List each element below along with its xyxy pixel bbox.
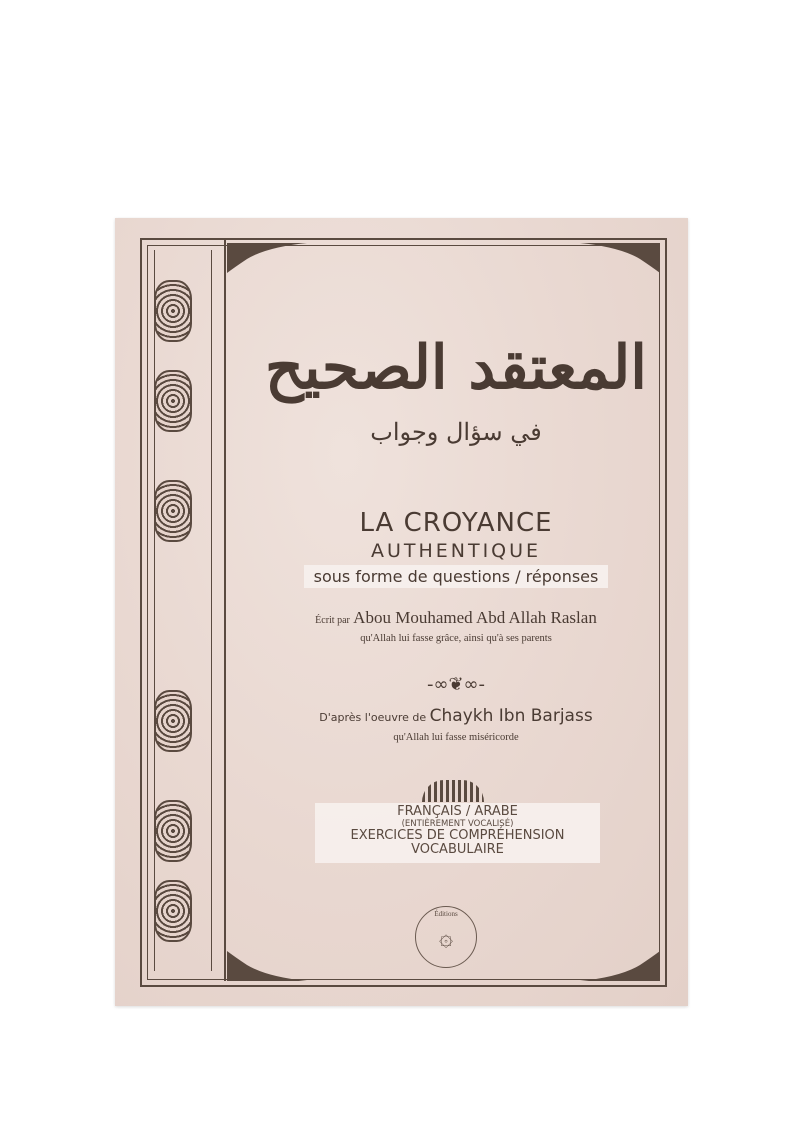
- corner-ornament: [227, 951, 307, 981]
- arabesque-medallion: [154, 690, 192, 752]
- subtitle: sous forme de questions / réponses: [304, 565, 609, 588]
- corner-ornament: [580, 243, 660, 273]
- corner-ornament: [227, 243, 307, 273]
- feature-vocabulary: VOCABULAIRE: [411, 842, 504, 857]
- arabesque-medallion: [154, 880, 192, 942]
- corner-ornament: [580, 951, 660, 981]
- author-prefix: Écrit par: [315, 615, 350, 626]
- divider-ornament-icon: -∞❦∞-: [426, 674, 486, 695]
- arabesque-medallion: [154, 800, 192, 862]
- based-on-prefix: D'après l'oeuvre de: [319, 711, 427, 724]
- features-box: [315, 803, 600, 863]
- based-on-author: Chaykh Ibn Barjass: [429, 706, 593, 726]
- arabic-subtitle: في سؤال وجواب: [370, 418, 542, 446]
- publisher-logo-text: Éditions: [434, 910, 458, 918]
- arabic-title: المعتقد الصحيح: [265, 333, 647, 403]
- ornamental-column: [142, 240, 226, 981]
- book-cover: [115, 218, 688, 1006]
- ornamental-column-inner: [154, 250, 212, 971]
- crown-ornament: [422, 780, 484, 802]
- author-blessing: qu'Allah lui fasse grâce, ainsi qu'à ses parents: [360, 633, 552, 644]
- title-line1: LA CROYANCE: [359, 508, 553, 538]
- based-on-blessing: qu'Allah lui fasse miséricorde: [393, 732, 519, 743]
- feature-language: FRANÇAIS / ARABE: [397, 804, 518, 819]
- feature-exercises: EXERCICES DE COMPRÉHENSION: [350, 828, 565, 843]
- arabesque-medallion: [154, 480, 192, 542]
- author-row: [224, 608, 688, 628]
- arabesque-medallion: [154, 280, 192, 342]
- publisher-logo: [415, 906, 477, 968]
- calligraphy-emblem-icon: ۞: [438, 923, 454, 951]
- arabesque-medallion: [154, 370, 192, 432]
- author: Abou Mouhamed Abd Allah Raslan: [353, 608, 597, 627]
- feature-vocalised: (ENTIÈREMENT VOCALISÉ): [401, 819, 514, 829]
- title-line2: AUTHENTIQUE: [370, 540, 542, 562]
- subtitle-row: [224, 567, 688, 586]
- based-on-row: [224, 706, 688, 726]
